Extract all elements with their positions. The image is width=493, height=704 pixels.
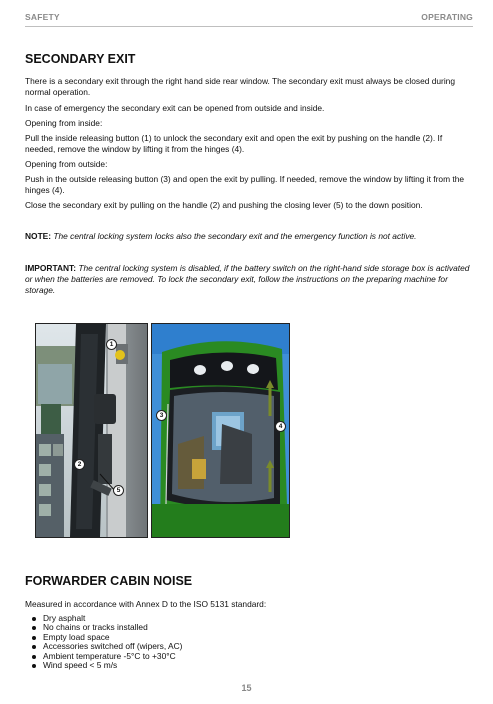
interior-exit-illustration — [36, 324, 147, 537]
important-text: The central locking system is disabled, if the battery switch on the right-hand side storage box is activated or when the batteries are removed. To lock the secondary exit, follow the instructions on the preparing machine for storage. — [25, 263, 470, 295]
section-title-secondary-exit: SECONDARY EXIT — [25, 52, 136, 66]
header-section-label: SAFETY — [25, 12, 60, 22]
callout-3: 3 — [156, 410, 167, 421]
list-item: Accessories switched off (wipers, AC) — [30, 642, 182, 651]
note-block — [25, 231, 470, 242]
important-label: IMPORTANT: — [25, 263, 77, 273]
page-header — [25, 12, 473, 26]
exterior-exit-illustration — [152, 324, 289, 537]
callout-1: 1 — [106, 339, 117, 350]
paragraph-noise-intro: Measured in accordance with Annex D to the ISO 5131 standard: — [25, 599, 267, 609]
callout-2: 2 — [74, 459, 85, 470]
list-item: Ambient temperature -5°C to +30°C — [30, 652, 182, 661]
photo-interior-exit — [35, 323, 148, 538]
photo-exterior-exit — [151, 323, 290, 538]
callout-4: 4 — [275, 421, 286, 432]
header-chapter-label: OPERATING — [421, 12, 473, 22]
list-item: No chains or tracks installed — [30, 623, 182, 632]
section-title-cabin-noise: FORWARDER CABIN NOISE — [25, 574, 193, 588]
list-item: Dry asphalt — [30, 614, 182, 623]
noise-conditions-list — [30, 614, 182, 670]
paragraph-outside-steps: Push in the outside releasing button (3) and open the exit by pulling. If needed, remove the window by lifting it from the hinges (4). — [25, 174, 465, 195]
paragraph-emergency: In case of emergency the secondary exit can be opened from outside and inside. — [25, 103, 325, 113]
paragraph-intro: There is a secondary exit through the right hand side rear window. The secondary exit must always be closed during normal operation. — [25, 76, 455, 97]
note-label: NOTE: — [25, 231, 52, 241]
heading-opening-inside: Opening from inside: — [25, 118, 103, 128]
page-number: 15 — [241, 683, 252, 693]
list-item: Wind speed < 5 m/s — [30, 661, 182, 670]
note-text: The central locking system locks also the secondary exit and the emergency function is not active. — [53, 231, 417, 241]
header-divider — [25, 26, 473, 27]
important-block — [25, 263, 470, 295]
heading-opening-outside: Opening from outside: — [25, 159, 108, 169]
callout-5: 5 — [113, 485, 124, 496]
paragraph-inside-steps: Pull the inside releasing button (1) to unlock the secondary exit and open the exit by pushing on the handle (2). If needed, remove the window by lifting it from the hinges (4). — [25, 133, 443, 154]
paragraph-closing: Close the secondary exit by pulling on the handle (2) and pushing the closing lever (5) to the down position. — [25, 200, 423, 210]
list-item: Empty load space — [30, 633, 182, 642]
